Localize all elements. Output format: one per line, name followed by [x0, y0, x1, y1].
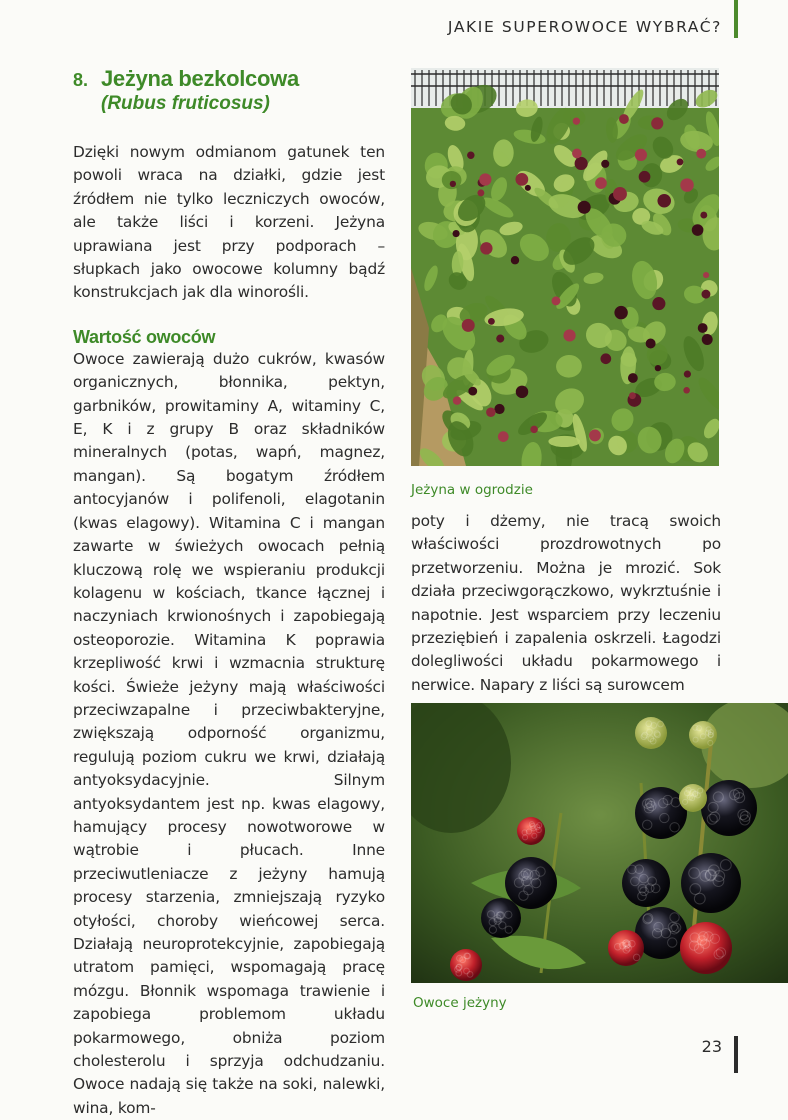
photo-blackberry-bush: [411, 68, 719, 466]
intro-paragraph: Dzięki nowym odmianom gatunek ten powoli wraca na działki, gdzie jest źródłem nie tylko leczniczych owoców, ale także liści i korzeni. Jeżyna uprawiana jest przy podporach – słupkach jako owocowe kolumny bądź konstrukcjach jak dla winorośli.: [73, 143, 385, 302]
running-header: JAKIE SUPEROWOCE WYBRAĆ?: [447, 18, 722, 36]
latin-name: (Rubus fruticosus): [101, 93, 270, 114]
section-heading: [73, 66, 385, 92]
page-number: 23: [701, 1037, 722, 1056]
photo-blackberry-bush-image: [411, 68, 719, 466]
photo-blackberry-fruits: [411, 703, 788, 983]
left-column: [73, 66, 385, 1120]
photo-blackberry-fruits-image: [411, 703, 788, 983]
main-paragraph: Owoce zawierają dużo cukrów, kwasów organicznych, błonnika, pektyn, garbników, prowitaminy A, witaminy C, E, K i z grupy B oraz składników mineralnych (potas, wapń, magnez, mangan). Są bogatym źródłem antocyjanów i polifenoli, elagotanin (kwas elagowy). Witamina C i mangan zawarte w świeżych owocach pełnią kluczową rolę we wspieraniu produkcji kolagenu w kościach, tkance łącznej i naczyniach krwionośnych i zapobiegają osteoporozie. Witamina K poprawia krzepliwość krwi i wzmacnia strukturę kości. Świeże jeżyny mają właściwości przeciwzapalne i przeciwbakteryjne, zwiększają odporność organizmu, regulują poziom cukru we krwi, działają antyoksydacyjnie. Silnym antyoksydantem jest np. kwas elagowy, hamujący procesy nowotworowe w wątrobie i płucach. Inne przeciwutleniacze z jeżyny hamują procesy starzenia, zmniejszają ryzyko otyłości, choroby wieńcowej serca. Działają neuroprotekcyjnie, zapobiegają utratom pamięci, wspomagają pracę mózgu. Błonnik wspomaga trawienie i zapobiega problemom układu pokarmowego, obniża poziom cholesterolu i sprzyja odchudzaniu. Owoce nadają się także na soki, nalewki, wina, kom-: [73, 349, 385, 1117]
footer-bar: [734, 1036, 738, 1073]
caption-photo-2: Owoce jeżyny: [413, 995, 507, 1011]
section-number: 8.: [73, 70, 89, 90]
subheading-fruit-value: Wartość owoców: [73, 326, 216, 347]
right-column-paragraph: poty i dżemy, nie tracą swoich właściwości prozdrowotnych po przetworzeniu. Można je mrozić. Sok działa przeciwgorączkowo, wykrztuśnie i napotnie. Jest wsparciem przy leczeniu przeziębień i zapalenia oskrzeli. Łagodzi dolegliwości układu pokarmowego i nerwice. Napary z liści są surowcem: [411, 512, 721, 694]
header-accent-bar: [734, 0, 738, 38]
section-title: Jeżyna bezkolcowa: [101, 66, 299, 91]
caption-photo-1: Jeżyna w ogrodzie: [411, 482, 533, 498]
